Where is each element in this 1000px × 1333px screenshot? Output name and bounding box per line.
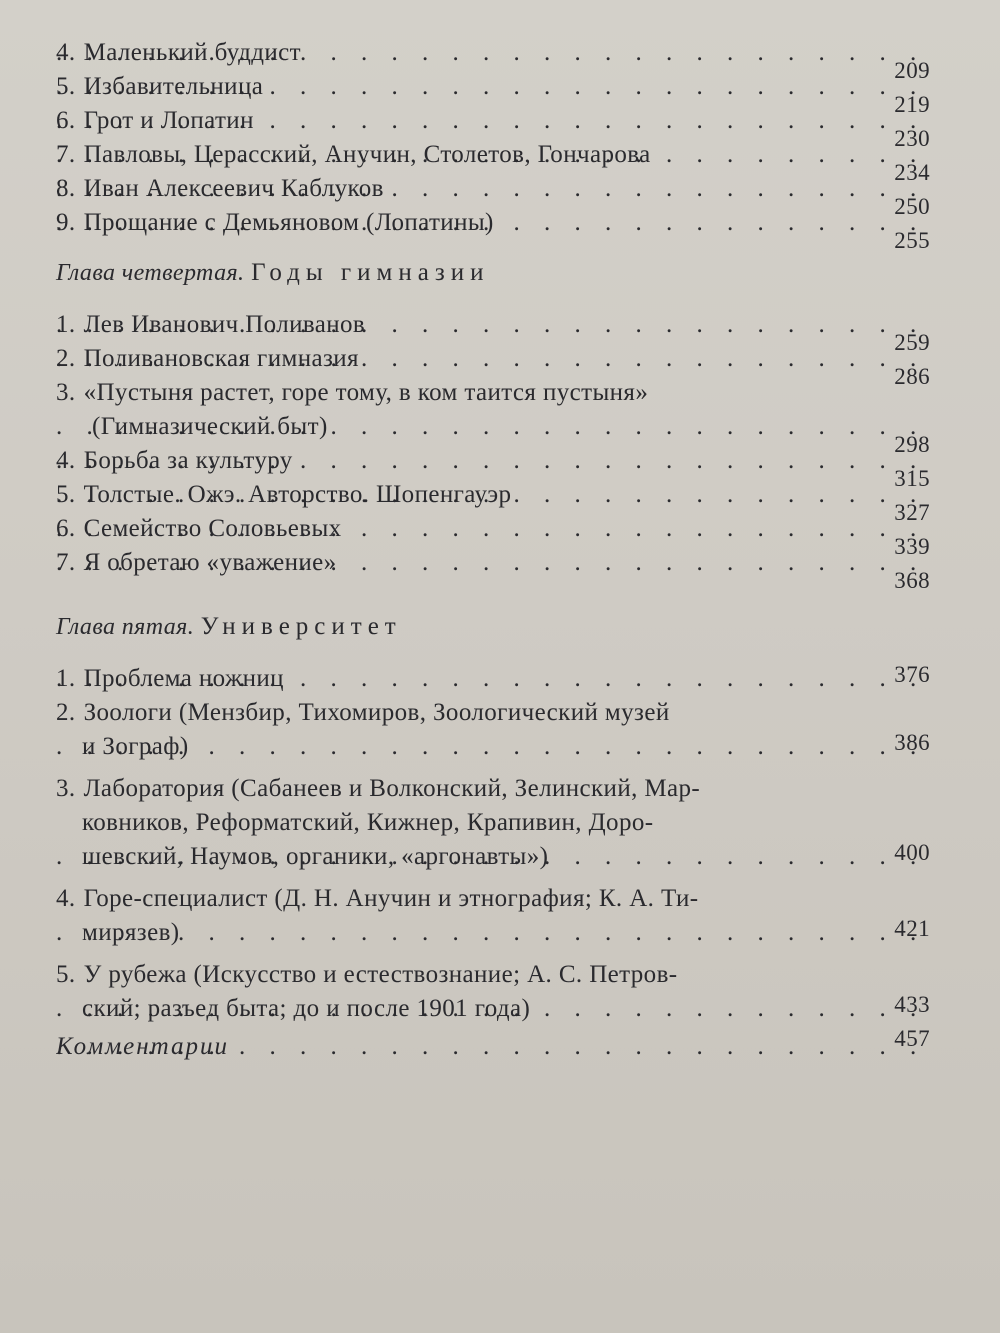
toc-entry: 4. Маленький буддист . . . 209: [56, 36, 930, 70]
toc-entry-comments: [56, 1026, 930, 1064]
toc-page-number: 230: [894, 126, 930, 151]
toc-entry: 1. Лев Иванович Поливанов . . . 259: [56, 308, 930, 342]
toc-page-number: 255: [894, 228, 930, 253]
toc-entry: 7. Павловы, Церасский, Анучин, Столетов, Гончарова . . . 234: [56, 138, 930, 172]
toc-entry-continuation: (Гимназический быт): [92, 413, 328, 440]
toc-entry: 4. Горе-специалист (Д. Н. Анучин и этнография; К. А. Ти- мирязев) . . . 421: [56, 882, 930, 950]
toc-entry: 3. «Пустыня растет, горе тому, в ком таится пустыня» (Гимназический быт) . . . 298: [56, 376, 930, 444]
toc-page-number: 234: [894, 160, 930, 185]
toc-entry-continuation: ковников, Реформатский, Кижнер, Крапивин, Доро-: [82, 809, 654, 836]
chapter-label: Глава четвертая.: [56, 260, 245, 286]
toc-entry-title: Лев Иванович Поливанов: [83, 311, 366, 338]
toc-entry-title: Проблема ножниц: [83, 665, 284, 692]
toc-entry-title: Иван Алексеевич Каблуков: [83, 175, 384, 202]
toc-page-number: 315: [894, 466, 930, 491]
toc-page-number: 286: [894, 364, 930, 389]
toc-entry: 1. Проблема ножниц . . . 376: [56, 662, 930, 696]
toc-entry-title: Грот и Лопатин: [83, 107, 254, 134]
toc-page-number: 400: [894, 840, 930, 865]
toc-entry-title: У рубежа (Искусство и естествознание; А. С. Петров-: [83, 961, 678, 988]
toc-page-number: 209: [894, 58, 930, 83]
toc-entry-title: «Пустыня растет, горе тому, в ком таится пустыня»: [83, 379, 649, 406]
toc-entry: 8. Иван Алексеевич Каблуков . . . 250: [56, 172, 930, 206]
chapter-title: Университет: [200, 613, 402, 640]
toc-entry-title: Я обретаю «уважение»: [83, 549, 337, 576]
toc-page-number: 298: [894, 432, 930, 457]
chapter-heading: [56, 256, 930, 290]
toc-entry: 5. Толстые. Ожэ. Авторство. Шопенгауэр . . . 327: [56, 478, 930, 512]
toc-entry: 9. Прощание с Демьяновом (Лопатины) . . . 255: [56, 206, 930, 240]
toc-entry-continuation: ский; разъед быта; до и после 1901 года): [82, 995, 531, 1022]
toc-page-number: 376: [894, 662, 930, 687]
table-of-contents: [56, 36, 930, 1064]
chapter-label: Глава пятая.: [56, 614, 195, 640]
toc-page-number: 421: [894, 916, 930, 941]
toc-entry-continuation: шевский, Наумов, органики, «аргонавты»): [82, 843, 549, 870]
chapter-heading: [56, 610, 930, 644]
toc-entry-title: Поливановская гимназия: [83, 345, 359, 372]
toc-entry-title: Маленький буддист: [83, 39, 301, 66]
toc-page-number: 339: [894, 534, 930, 559]
toc-entry: 4. Борьба за культуру . . . 315: [56, 444, 930, 478]
toc-page-number: 259: [894, 330, 930, 355]
toc-page-number: 327: [894, 500, 930, 525]
toc-entry-title: Павловы, Церасский, Анучин, Столетов, Гончарова: [83, 141, 651, 168]
toc-entry-title: Семейство Соловьевых: [83, 515, 342, 542]
toc-page-number: 433: [894, 992, 930, 1017]
toc-entry-continuation: мирязев): [82, 919, 180, 946]
toc-page-number: 368: [894, 568, 930, 593]
toc-entry-title: Лаборатория (Сабанеев и Волконский, Зелинский, Мар-: [83, 775, 701, 802]
comments-label: Комментарии: [56, 1033, 229, 1060]
toc-entry: 6. Семейство Соловьевых . . . 339: [56, 512, 930, 546]
toc-entry: 2. Зоологи (Мензбир, Тихомиров, Зоологический музей и Зограф) . . . 386: [56, 696, 930, 764]
toc-page-number: 219: [894, 92, 930, 117]
toc-entry-title: Горе-специалист (Д. Н. Анучин и этнография; К. А. Ти-: [83, 885, 699, 912]
toc-entry-title: Зоологи (Мензбир, Тихомиров, Зоологический музей: [83, 699, 670, 726]
toc-page-number: 386: [894, 730, 930, 755]
toc-entry: 2. Поливановская гимназия . . . 286: [56, 342, 930, 376]
toc-entry: 6. Грот и Лопатин . . . 230: [56, 104, 930, 138]
toc-entry: 3. Лаборатория (Сабанеев и Волконский, Зелинский, Мар- ковников, Реформатский, Кижнер, Крапивин, Доро- шевский, Наумов, органики, «аргонавты») . . . 400: [56, 772, 930, 874]
toc-entry-title: Толстые. Ожэ. Авторство. Шопенгауэр: [83, 481, 512, 508]
toc-entry: 7. Я обретаю «уважение» . . . 368: [56, 546, 930, 580]
toc-page-number: 457: [894, 1026, 930, 1051]
chapter-title: Годы гимназии: [251, 259, 490, 286]
toc-page-number: 250: [894, 194, 930, 219]
toc-entry-title: Борьба за культуру: [83, 447, 293, 474]
toc-entry-continuation: и Зограф): [82, 733, 189, 760]
toc-entry-title: Избавительница: [83, 73, 264, 100]
toc-entry-title: Прощание с Демьяновом (Лопатины): [83, 209, 494, 236]
toc-entry: 5. У рубежа (Искусство и естествознание; А. С. Петров- ский; разъед быта; до и после 1901 года) . . . 433: [56, 958, 930, 1026]
toc-entry: 5. Избавительница . . . 219: [56, 70, 930, 104]
